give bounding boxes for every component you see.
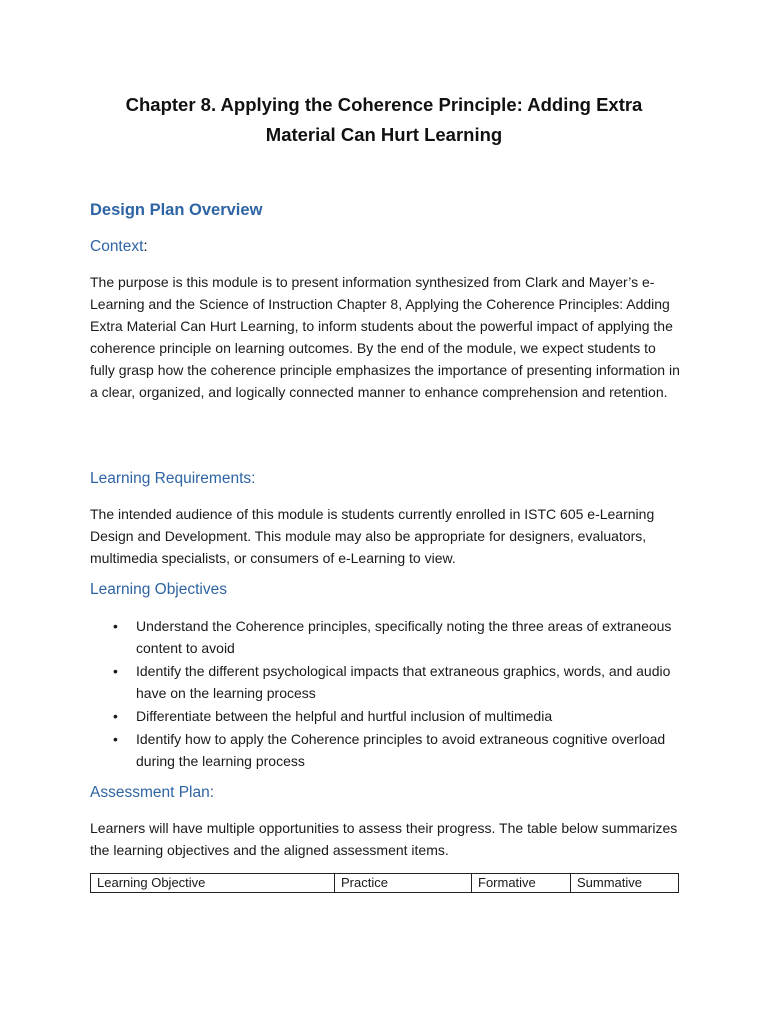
list-item	[90, 660, 682, 704]
bullet-icon: •	[113, 708, 118, 724]
assessment-plan-paragraph: Learners will have multiple opportunities to assess their progress. The table below summarizes the learning objectives and the aligned assessment items.	[90, 820, 678, 858]
assessment-plan-heading: Assessment Plan:	[90, 784, 215, 801]
learning-objectives-heading: Learning Objectives	[90, 581, 227, 598]
list-item-text: Identify how to apply the Coherence principles to avoid extraneous cognitive overload during the learning process	[136, 731, 666, 769]
context-paragraph: The purpose is this module is to present information synthesized from Clark and Mayer’s e-Learning and the Science of Instruction Chapter 8, Applying the Coherence Principles: Adding Extra Material Can Hurt Learning, to inform students about the powerful impact of applying the coherence principle on learning outcomes. By the end of the module, we expect students to fully grasp how the coherence principle emphasizes the importance of presenting information in a clear, organized, and logically connected manner to enhance comprehension and retention.	[90, 274, 680, 400]
list-item	[90, 705, 682, 727]
column-header-summative: Summative	[571, 874, 679, 893]
design-plan-heading: Design Plan Overview	[90, 201, 263, 219]
list-item-text: Understand the Coherence principles, specifically noting the three areas of extraneous content to avoid	[136, 618, 672, 656]
context-heading-colon: :	[143, 238, 148, 255]
column-header-learning-objective: Learning Objective	[91, 874, 335, 893]
list-item-text: Identify the different psychological impacts that extraneous graphics, words, and audio have on the learning process	[136, 663, 671, 701]
assessment-table	[90, 873, 679, 893]
bullet-icon: •	[113, 618, 118, 634]
list-item	[90, 615, 682, 659]
bullet-icon: •	[113, 663, 118, 679]
bullet-icon: •	[113, 731, 118, 747]
list-item	[90, 728, 682, 772]
page-title: Chapter 8. Applying the Coherence Principle: Adding Extra Material Can Hurt Learning	[125, 94, 643, 145]
table-header-row	[91, 874, 679, 893]
learning-requirements-heading: Learning Requirements:	[90, 470, 256, 487]
column-header-formative: Formative	[472, 874, 571, 893]
learning-requirements-paragraph: The intended audience of this module is students currently enrolled in ISTC 605 e-Learning Design and Development. This module may also be appropriate for designers, evaluators, multimedia specialists, or consumers of e-Learning to view.	[90, 506, 655, 566]
context-heading-text: Context	[90, 238, 144, 255]
column-header-practice: Practice	[335, 874, 472, 893]
context-heading	[90, 238, 148, 256]
learning-objectives-list	[90, 615, 682, 773]
list-item-text: Differentiate between the helpful and hurtful inclusion of multimedia	[136, 708, 553, 724]
